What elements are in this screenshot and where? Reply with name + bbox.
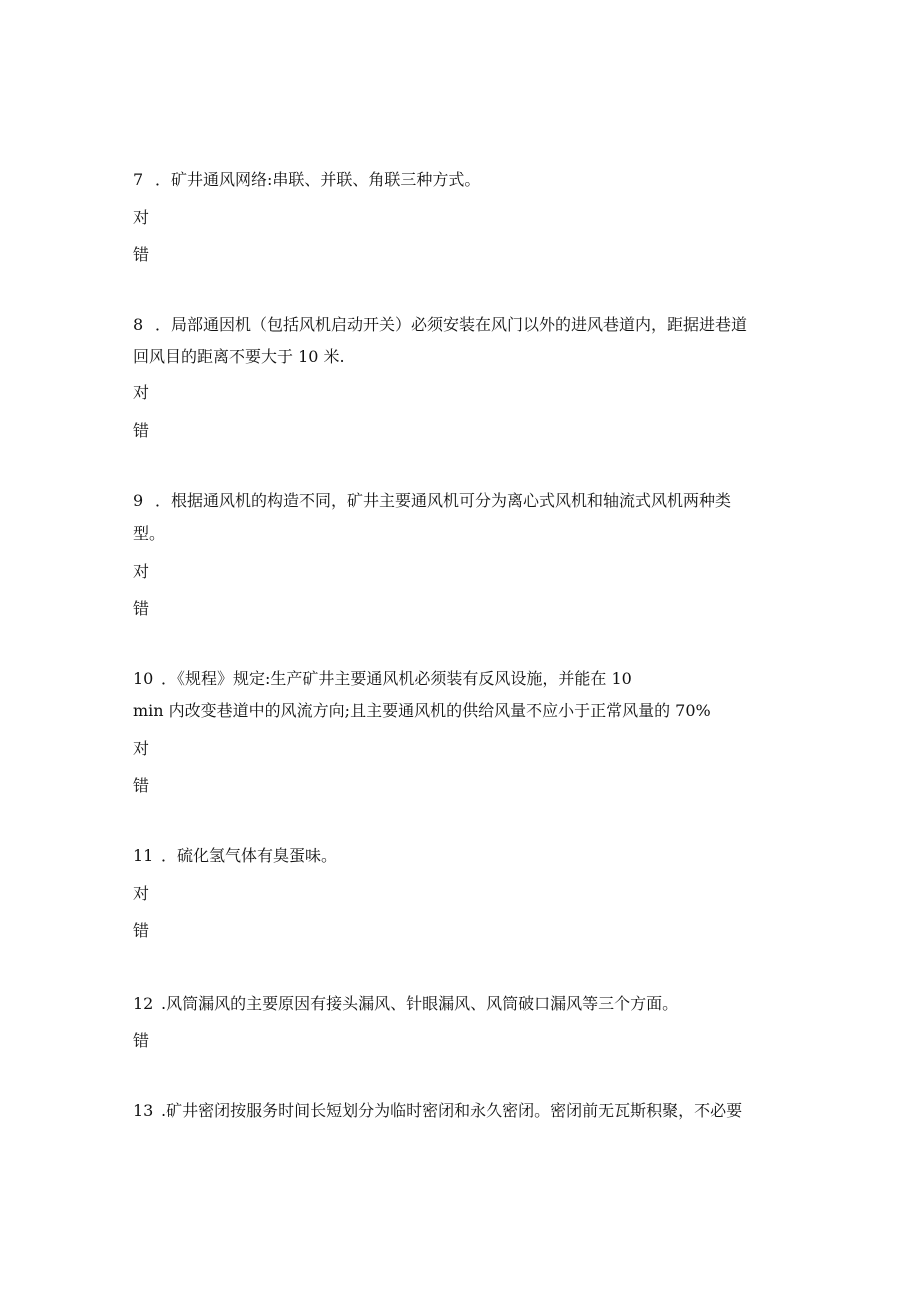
option-false: 错	[133, 776, 150, 795]
question-number: 10	[133, 669, 154, 688]
question-text: .矿井密闭按服务时间长短划分为临时密闭和永久密闭。密闭前无瓦斯积聚，不必要	[161, 1101, 743, 1120]
question-7	[133, 170, 480, 190]
question-11	[133, 846, 337, 866]
option-false: 错	[133, 1031, 150, 1050]
question-12	[133, 994, 678, 1014]
question-text: .风筒漏风的主要原因有接头漏风、针眼漏风、风筒破口漏风等三个方面。	[161, 994, 679, 1013]
question-number: 11	[133, 846, 154, 865]
question-text-continued: 回风目的距离不要大于 10 米.	[133, 347, 345, 366]
option-false: 错	[133, 245, 150, 264]
question-8	[133, 315, 747, 335]
question-10	[133, 669, 632, 689]
option-true: 对	[133, 562, 150, 581]
option-true: 对	[133, 208, 150, 227]
option-false: 错	[133, 599, 150, 618]
option-true: 对	[133, 739, 150, 758]
question-text: ．硫化氢气体有臭蛋味。	[161, 846, 338, 865]
question-text-continued: min 内改变巷道中的风流方向;且主要通风机的供给风量不应小于正常风量的 70%	[133, 701, 711, 720]
question-number: 13	[133, 1101, 154, 1120]
option-true: 对	[133, 884, 150, 903]
question-text: ．矿井通风网络:串联、并联、角联三种方式。	[155, 170, 481, 189]
question-number: 9	[133, 491, 144, 510]
question-number: 8	[133, 315, 144, 334]
option-true: 对	[133, 383, 150, 402]
question-number: 7	[133, 170, 144, 189]
question-13	[133, 1101, 742, 1121]
question-9	[133, 491, 731, 511]
question-text: ．局部通因机（包括风机启动开关）必须安装在风门以外的进风巷道内，距据进巷道	[155, 315, 748, 334]
question-text-continued: 型。	[133, 524, 166, 543]
question-text: ．《规程》规定:生产矿井主要通风机必须装有反风设施，并能在 10	[161, 669, 632, 688]
question-number: 12	[133, 994, 154, 1013]
question-text: ．根据通风机的构造不同，矿井主要通风机可分为离心式风机和轴流式风机两种类	[155, 491, 732, 510]
option-false: 错	[133, 921, 150, 940]
option-false: 错	[133, 421, 150, 440]
